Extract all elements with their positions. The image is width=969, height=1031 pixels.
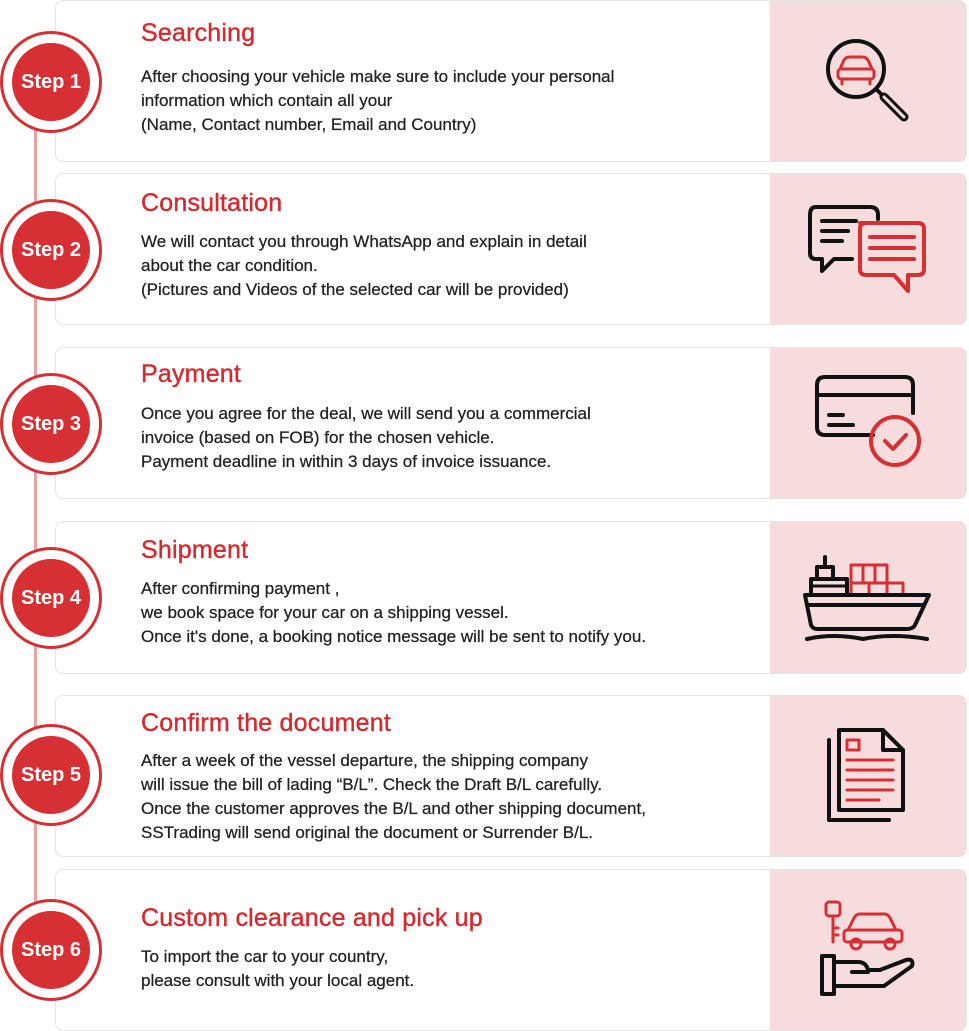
credit-card-check-icon (813, 373, 923, 473)
step-card-3 (55, 347, 967, 499)
step-description: After choosing your vehicle make sure to include your personal information which contain all your (Name, Contact number, Email and Country) (141, 67, 615, 134)
step-card-1 (55, 0, 967, 162)
icon-panel (770, 174, 966, 324)
car-key-hand-icon (818, 900, 918, 1000)
step-badge: Step 1 (0, 31, 102, 133)
documents-icon (823, 726, 913, 826)
step-badge: Step 3 (0, 373, 102, 475)
chat-bubbles-icon (808, 199, 928, 299)
step-description: We will contact you through WhatsApp and explain in detail about the car condition. (Pictures and Videos of the selected car will be provided) (141, 232, 587, 299)
icon-panel (770, 348, 966, 498)
step-description: Once you agree for the deal, we will send you a commercial invoice (based on FOB) for the chosen vehicle. Payment deadline in within 3 days of invoice issuance. (141, 404, 591, 471)
step-badge: Step 4 (0, 547, 102, 649)
icon-panel (770, 522, 966, 673)
step-description: To import the car to your country, please consult with your local agent. (141, 947, 415, 990)
step-card-6 (55, 869, 967, 1031)
step-title: Searching (141, 19, 256, 47)
icon-panel (770, 870, 966, 1030)
step-badge: Step 5 (0, 724, 102, 826)
car-search-icon (818, 31, 918, 131)
step-badge: Step 2 (0, 199, 102, 301)
step-title: Shipment (141, 536, 249, 564)
step-description: After a week of the vessel departure, the shipping company will issue the bill of lading “B/L”. Check the Draft B/L carefully. Once the customer approves the B/L and other shipping document, SSTrading will send original the document or Surrender B/L. (141, 751, 646, 842)
icon-panel (770, 696, 966, 856)
step-card-4 (55, 521, 967, 674)
step-title: Custom clearance and pick up (141, 904, 483, 932)
step-title: Consultation (141, 189, 283, 217)
step-title: Confirm the document (141, 709, 391, 737)
step-description: After confirming payment , we book space for your car on a shipping vessel. Once it's done, a booking notice message will be sent to notify you. (141, 579, 647, 646)
step-card-2 (55, 173, 967, 325)
step-badge: Step 6 (0, 899, 102, 1001)
step-card-5 (55, 695, 967, 857)
cargo-ship-icon (803, 553, 933, 643)
icon-panel (770, 1, 966, 161)
step-title: Payment (141, 360, 242, 388)
